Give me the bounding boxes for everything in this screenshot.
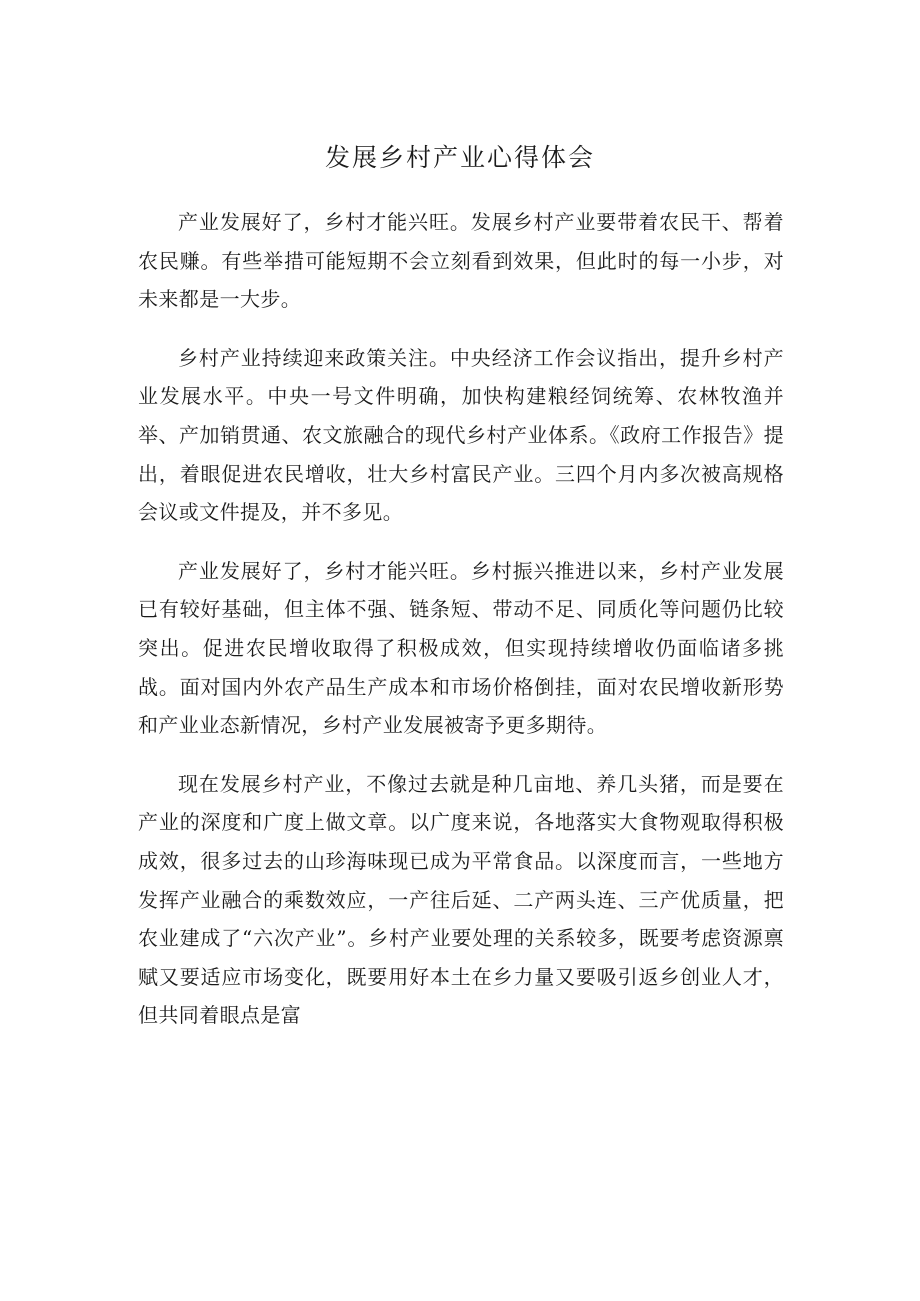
paragraph-2: 乡村产业持续迎来政策关注。中央经济工作会议指出，提升乡村产业发展水平。中央一号文件明确，加快构建粮经饲统筹、农林牧渔并举、产加销贯通、农文旅融合的现代乡村产业体系。《政府工作报告》提出，着眼促进农民增收，壮大乡村富民产业。三四个月内多次被高规格会议或文件提及，并不多见。	[138, 345, 784, 525]
document-title: 发展乡村产业心得体会	[324, 143, 595, 172]
paragraph-3: 产业发展好了，乡村才能兴旺。乡村振兴推进以来，乡村产业发展已有较好基础，但主体不强、链条短、带动不足、同质化等问题仍比较突出。促进农民增收取得了积极成效，但实现持续增收仍面临诸多挑战。面对国内外农产品生产成本和市场价格倒挂，面对农民增收新形势和产业业态新情况，乡村产业发展被寄予更多期待。	[138, 558, 784, 738]
paragraph-1: 产业发展好了，乡村才能兴旺。发展乡村产业要带着农民干、帮着农民赚。有些举措可能短期不会立刻看到效果，但此时的每一小步，对未来都是一大步。	[138, 210, 784, 312]
document-body	[138, 203, 784, 1055]
paragraph-4: 现在发展乡村产业，不像过去就是种几亩地、养几头猪，而是要在产业的深度和广度上做文章。以广度来说，各地落实大食物观取得积极成效，很多过去的山珍海味现已成为平常食品。以深度而言，一些地方发挥产业融合的乘数效应，一产往后延、二产两头连、三产优质量，把农业建成了“六次产业”。乡村产业要处理的关系较多，既要考虑资源禀赋又要适应市场变化，既要用好本土在乡力量又要吸引返乡创业人才，但共同着眼点是富	[138, 771, 784, 1028]
